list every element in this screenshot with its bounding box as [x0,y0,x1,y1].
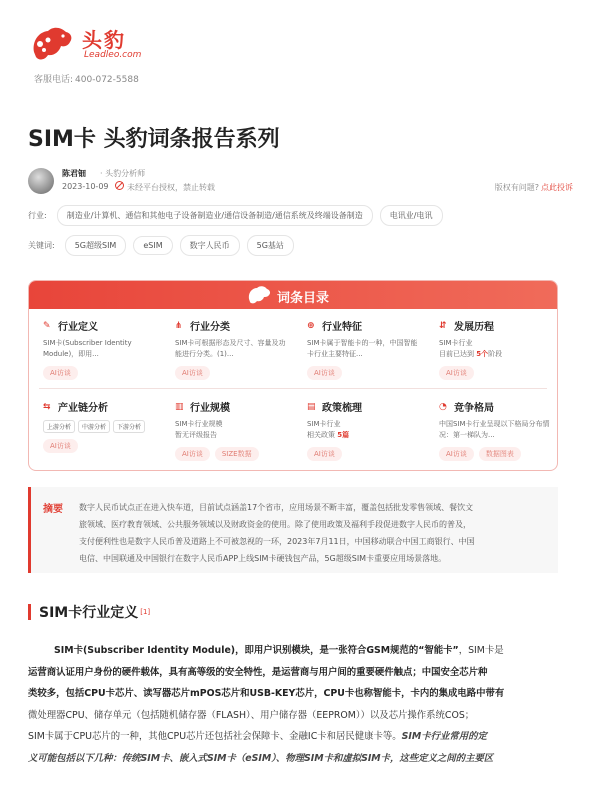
ai-chip[interactable]: AI访谈 [175,447,210,461]
catalog-item-title: 行业规模 [190,403,230,414]
downstream-tag[interactable]: 下游分析 [113,420,145,433]
section-heading [28,602,150,622]
midstream-tag[interactable]: 中游分析 [78,420,110,433]
ai-chip[interactable]: AI访谈 [43,366,78,380]
catalog-header [29,281,557,309]
catalog-item-title: 产业链分析 [58,403,108,414]
catalog-item-title: 发展历程 [454,322,494,333]
catalog-title: 词条目录 [277,291,330,306]
catalog-item-desc: SIM卡属于智能卡的一种，中国智能卡行业主要特征... [307,339,418,358]
section-body [28,640,558,770]
body-line [28,726,558,748]
author-bar [28,168,573,196]
summary-line: 旅领域、医疗教育领域、公共服务领域以及财政资金的使用。除了使用政策及福利手段促进数字人民币的普及， [79,520,471,529]
page-title: SIM卡 头豹词条报告系列 [28,127,280,152]
ai-chip[interactable]: AI访谈 [307,366,342,380]
size-chip[interactable]: SIZE数据 [215,447,259,461]
industry-tag[interactable]: 电讯业/电讯 [380,205,443,226]
leopard-logo-icon [28,22,74,68]
catalog-item-policy[interactable] [293,390,425,469]
body-span: SIM卡属于CPU芯片的一种，其他CPU芯片还包括社会保障卡、金融IC卡和居民健康卡等。 [28,731,402,743]
policy-count: 5篇 [337,431,350,439]
catalog-item-title: 行业分类 [190,322,230,333]
keywords-label: 关键词: [28,241,55,250]
leopard-icon [247,285,271,305]
catalog-item-scale[interactable] [161,390,293,469]
target-icon: ⊕ [307,320,315,331]
scale-line2: 暂无评级报告 [175,431,217,439]
catalog-panel [28,280,558,471]
author-name[interactable]: 陈君钿 [62,169,86,178]
industry-label: 行业: [28,211,47,220]
hotline-number: 400-072-5588 [75,75,139,85]
catalog-item-title: 行业特征 [322,322,362,333]
body-span: ，SIM卡是 [458,645,504,656]
hierarchy-icon: ⋔ [175,320,183,331]
catalog-item-title: 竞争格局 [454,403,494,414]
data-chart-chip[interactable]: 数据图表 [479,447,521,461]
summary-box [28,487,558,573]
body-line: 义可能包括以下几种：传统SIM卡、嵌入式SIM卡（eSIM）、物理SIM卡和虚拟SIM卡，这些定义之间的主要区 [28,752,494,764]
hotline [32,72,139,85]
catalog-item-title: 政策梳理 [322,403,362,414]
catalog-item-chain[interactable] [29,390,161,469]
body-line [28,662,558,684]
body-italic: SIM卡行业常用的定 [401,731,487,743]
summary-label: 摘要 [43,504,63,515]
document-icon: ▤ [307,401,316,412]
timeline-icon: ⇵ [439,320,447,331]
history-count: 5个 [476,350,489,358]
ai-chip[interactable]: AI访谈 [439,366,474,380]
ai-chip[interactable]: AI访谈 [43,439,78,453]
brand-domain: Leadleo.com [84,50,142,60]
history-line1: SIM卡行业 [439,339,473,347]
keyword-tag[interactable]: 数字人民币 [180,235,240,256]
policy-line2: 相关政策 [307,431,335,439]
catalog-item-history[interactable] [425,309,557,388]
summary-line: 电信、中国联通及中国银行在数字人民币APP上线SIM卡硬钱包产品，5G超级SIM卡重要应用场景落地。 [79,554,447,563]
author-role: · 头豹分析师 [100,169,146,178]
brand-logo[interactable] [28,22,158,68]
chain-icon: ⇆ [43,401,51,412]
footnote-ref[interactable]: [1] [140,608,151,616]
summary-line: 支付便利性也是数字人民币普及道路上不可被忽视的一环，2023年7月11日，中国移动联合中国工商银行、中国 [79,537,475,546]
body-line [54,640,558,662]
body-bold: 运营商认证用户身份的硬件载体，具有高等级的安全特性，是运营商与用户间的重要硬件触点；中国安全芯片种 [28,666,488,678]
divider [39,388,547,389]
catalog-grid [29,309,557,471]
catalog-item-desc [307,419,419,441]
bar-chart-icon: ▥ [175,401,184,412]
keyword-tag[interactable]: eSIM [133,236,172,255]
keyword-tag[interactable]: 5G超级SIM [65,235,127,256]
upstream-tag[interactable]: 上游分析 [43,420,75,433]
catalog-item-title: 行业定义 [58,322,98,333]
publish-date: 2023-10-09 [62,182,109,191]
complaint-link[interactable]: 点此投诉 [541,183,573,192]
catalog-item-competition[interactable] [425,390,557,469]
ai-chip[interactable]: AI访谈 [307,447,342,461]
brand-name: 头豹 [82,28,126,52]
avatar[interactable] [28,168,54,194]
hotline-label: 客服电话: [34,75,74,85]
ai-chip[interactable]: AI访谈 [439,447,474,461]
section-title: SIM卡行业定义 [39,605,139,621]
catalog-item-definition[interactable] [29,309,161,388]
catalog-item-desc [175,419,287,441]
ai-chip[interactable]: AI访谈 [175,366,210,380]
summary-text [79,499,557,567]
catalog-item-classification[interactable] [161,309,293,388]
catalog-item-desc: SIM卡可根据形态及尺寸、容量及功能进行分类。(1)... [175,339,286,358]
no-entry-icon [115,181,124,190]
history-line2: 目前已达到 [439,350,474,358]
policy-line1: SIM卡行业 [307,420,341,428]
catalog-item-features[interactable] [293,309,425,388]
catalog-item-desc: 中国SIM卡行业呈现以下格局分布情况：第一梯队为... [439,420,550,439]
section-accent-bar [28,604,31,620]
scale-line1: SIM卡行业规模 [175,420,223,428]
industry-row [28,205,450,226]
body-line [28,683,558,705]
body-bold: 类较多，包括CPU卡芯片、读写器芯片mPOS芯片和USB-KEY芯片，CPU卡也称智能卡，卡内的集成电路中带有 [28,688,505,700]
body-bold: SIM卡(Subscriber Identity Module)，即用户识别模块，是一张符合GSM规范的“智能卡” [54,645,459,656]
pie-chart-icon: ◔ [439,401,447,412]
copyright-question: 版权有问题? [494,183,539,192]
summary-line: 数字人民币试点正在进入快车道，目前试点涵盖17个省市，应用场景不断丰富，覆盖包括批发零售领域、餐饮文 [79,503,474,512]
body-line: 微处理器CPU、储存单元（包括随机储存器（FLASH）、用户储存器（EEPROM））以及芯片操作系统COS； [28,709,475,721]
copyright-notice [495,182,573,193]
keyword-tag[interactable]: 5G基站 [247,235,294,256]
history-suffix: 阶段 [488,350,503,358]
catalog-item-desc: SIM卡(Subscriber Identity Module)，即用... [43,339,132,358]
authorization-note: 未经平台授权，禁止转载 [127,183,215,192]
catalog-item-desc [439,338,551,360]
industry-tag[interactable]: 制造业/计算机、通信和其他电子设备制造业/通信设备制造/通信系统及终端设备制造 [57,205,373,226]
definition-icon: ✎ [43,320,51,331]
keywords-row [28,235,301,256]
